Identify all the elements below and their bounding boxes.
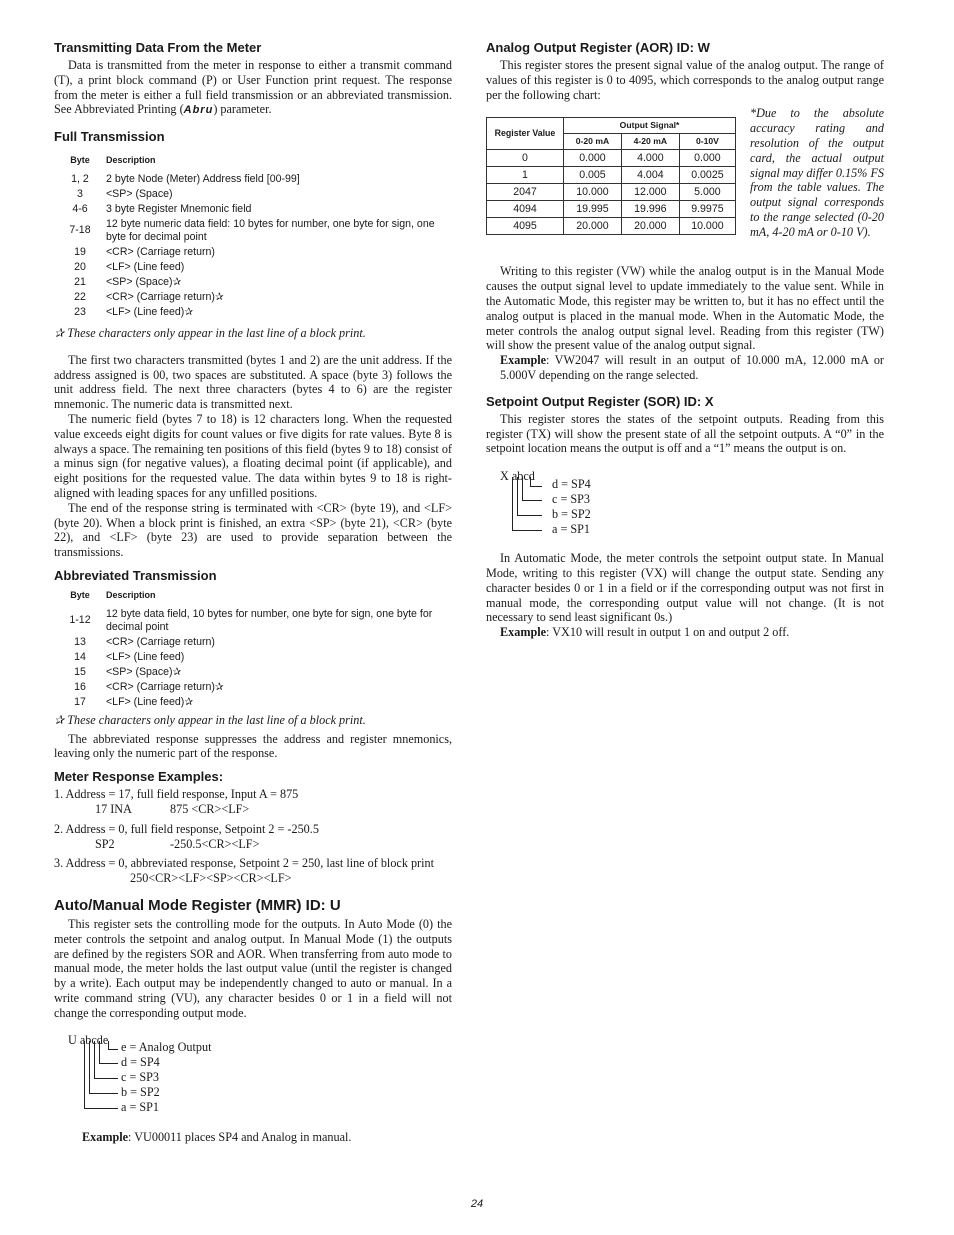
x-register-head: X abcd [500,469,535,484]
section-title-transmitting: Transmitting Data From the Meter [54,40,262,55]
description-cell: <SP> (Space) [106,187,173,200]
example-2-value: -250.5<CR><LF> [170,836,260,851]
sor-paragraph-2: In Automatic Mode, the meter controls the setpoint output state. In Manual Mode, writing to this register (VX) will change the output state. Sending any character besides 0 or 1 in a field or if the corresponding output was not first in manual mode, the corresponding output value will not change. (It is not necessary to send least significant 0s.) [486,551,884,625]
table-row [58,305,452,320]
col-header-output-signal: Output Signal* [564,118,736,134]
description-cell: <CR> (Carriage return)✰ [106,290,224,303]
u-item-e: e = Analog Output [121,1040,212,1055]
u-item-a: a = SP1 [121,1100,160,1115]
aor-table-block [486,108,884,260]
table-row [487,184,736,201]
description-cell: 12 byte numeric data field: 10 bytes for number, one byte for sign, one byte for decimal point [106,217,435,243]
example-1: 1. Address = 17, full field response, Input A = 875 [54,787,299,802]
table-cell: 0.000 [564,150,622,167]
section-title-aor: Analog Output Register (AOR) ID: W [486,40,710,55]
tree-line-c [522,477,523,500]
table-row [58,665,452,680]
tree-branch-d [99,1063,118,1064]
tree-line-d [99,1041,100,1063]
transmitting-paragraph [54,58,452,118]
aor-table-note: *Due to the absolute accuracy rating and resolution of the output card, the actual output signal may differ 0.15% FS from the table values. The output signal corresponds to the range selected (0-20 mA, 4-20 mA or 0-10 V). [750,106,884,239]
table-row [58,217,452,245]
byte-cell: 23 [74,305,86,318]
table-cell: 19.996 [621,201,679,218]
aor-example-label: Example [500,353,547,368]
table-row [58,650,452,665]
byte-cell: 3 [77,187,83,200]
page-number: 24 [470,1198,484,1210]
tree-branch-e [108,1049,118,1050]
description-cell: 12 byte data field, 10 bytes for number, one byte for sign, one byte for decimal point [106,607,433,633]
aor-example-text: : VW2047 will result in an output of 10.000 mA, 12.000 mA or 5.000V depending on the range selected. [500,353,884,382]
full-paragraph-2: The numeric field (bytes 7 to 18) is 12 characters long. When the requested value exceeds eight digits for count values or five digits for rate values. Byte 8 is always a space. The remaining ten positions of this field (bytes 9 to 18) consist of a minus sign (for negative values), a floating decimal point (if applicable), and eight positions for the requested value. The data within bytes 9 to 18 is right-aligned with leading spaces for any unfilled positions. [54,411,452,500]
tree-branch-b [89,1093,118,1094]
star-note-abbreviated: ✰ These characters only appear in the last line of a block print. [54,712,366,727]
u-register-diagram [54,1033,452,1125]
byte-cell: 19 [74,245,86,258]
tree-branch-d [530,486,542,487]
description-cell: <CR> (Carriage return) [106,635,215,648]
mmr-example-label: Example [82,1130,129,1145]
table-row [58,695,452,710]
abbreviated-transmission-table [58,586,452,710]
col-header-byte: Byte [70,589,90,600]
table-row [58,290,452,305]
section-title-sor: Setpoint Output Register (SOR) ID: X [486,393,714,409]
sor-example [486,625,884,640]
description-cell: <LF> (Line feed)✰ [106,695,194,708]
x-item-a: a = SP1 [552,522,591,537]
full-paragraph-3: The end of the response string is terminated with <CR> (byte 19), and <LF> (byte 20). When a block print is finished, an extra <SP> (byte 21), <CR> (byte 22), and <LF> (byte 23) are used to provide separation between the transmissions. [54,500,452,560]
example-3-value: 250<CR><LF><SP><CR><LF> [130,871,292,886]
example-2: 2. Address = 0, full field response, Setpoint 2 = -250.5 [54,821,319,836]
table-row [58,245,452,260]
tree-branch-a [512,530,542,531]
table-cell: 19.995 [564,201,622,218]
tree-line-b [89,1041,90,1093]
table-cell: 1 [487,167,564,184]
table-cell: 20.000 [621,218,679,235]
description-cell: <LF> (Line feed)✰ [106,305,194,318]
table-cell: 2047 [487,184,564,201]
byte-cell: 20 [74,260,86,273]
table-row [58,635,452,650]
table-cell: 4095 [487,218,564,235]
table-row [58,187,452,202]
section-title-full-transmission: Full Transmission [54,129,165,145]
byte-cell: 1, 2 [71,172,89,185]
col-header-description: Description [106,155,156,166]
star-note-full: ✰ These characters only appear in the last line of a block print. [54,325,366,340]
transmitting-text-end: ) parameter. [213,102,272,117]
description-cell: 2 byte Node (Meter) Address field [00-99] [106,172,300,185]
table-row [58,680,452,695]
example-1-value: 875 <CR><LF> [170,801,250,816]
mmr-paragraph: This register sets the controlling mode for the outputs. In Auto Mode (0) the meter controls the setpoint and analog output. In Manual Mode (1) the outputs are defined by the registers SOR and AOR. When transferring from auto mode to manual mode, the meter holds the last output value (until the register is changed by a write). Each output may be independently changed to auto or manual. In a write command string (VU), any character besides 0 or 1 in a field will not change the corresponding output mode. [54,916,452,1020]
byte-cell: 15 [74,665,86,678]
u-item-b: b = SP2 [121,1085,160,1100]
tree-branch-a [84,1108,118,1109]
table-row [487,201,736,218]
tree-branch-c [94,1078,118,1079]
col-header-byte: Byte [70,155,90,166]
table-row [58,275,452,290]
description-cell: <CR> (Carriage return)✰ [106,680,224,693]
tree-line-a [512,477,513,530]
description-cell: <LF> (Line feed) [106,260,185,273]
byte-cell: 16 [74,680,86,693]
byte-cell: 4-6 [72,202,88,215]
table-cell: 12.000 [621,184,679,201]
table-cell: 4.000 [621,150,679,167]
mmr-example [54,1130,452,1145]
x-item-d: d = SP4 [552,477,591,492]
sor-paragraph-1: This register stores the states of the setpoint outputs. Reading from this register (TX) will show the present state of all the setpoint outputs. A “0” in the setpoint location means the output is off and a “1” means the output is on. [486,411,884,456]
example-1-field: 17 INA [95,801,132,816]
x-item-b: b = SP2 [552,507,591,522]
meter-response-examples [54,787,452,886]
analog-output-table [486,117,736,235]
section-title-meter-response: Meter Response Examples: [54,769,224,785]
table-cell: 20.000 [564,218,622,235]
table-row [58,607,452,635]
table-cell: 0.005 [564,167,622,184]
byte-cell: 1-12 [69,614,91,627]
right-column [486,40,884,640]
col-header-4-20ma: 4-20 mA [621,134,679,150]
abbreviated-paragraph: The abbreviated response suppresses the address and register mnemonics, leaving only the numeric part of the response. [54,731,452,761]
table-cell: 10.000 [679,218,735,235]
full-transmission-table [58,151,452,320]
sor-example-text: : VX10 will result in output 1 on and output 2 off. [546,625,790,640]
table-cell: 9.9975 [679,201,735,218]
aor-example [486,353,884,383]
table-cell: 0.000 [679,150,735,167]
description-cell: <LF> (Line feed) [106,650,185,663]
tree-branch-c [522,500,542,501]
section-title-mmr: Auto/Manual Mode Register (MMR) ID: U [54,896,341,914]
full-paragraph-1: The first two characters transmitted (bytes 1 and 2) are the unit address. If the address assigned is 00, two spaces are substituted. A space (byte 3) follows the unit address field. The next three characters (bytes 4 to 6) are the register mnemonic. The numeric data is transmitted next. [54,352,452,412]
description-cell: <SP> (Space)✰ [106,275,182,288]
table-cell: 4094 [487,201,564,218]
description-cell: 3 byte Register Mnemonic field [106,202,252,215]
left-column [54,40,452,1145]
col-header-description: Description [106,589,156,600]
table-cell: 0.0025 [679,167,735,184]
mmr-example-text: : VU00011 places SP4 and Analog in manual. [128,1130,352,1145]
example-3: 3. Address = 0, abbreviated response, Setpoint 2 = 250, last line of block print [54,856,434,871]
byte-cell: 14 [74,650,86,663]
u-item-c: c = SP3 [121,1070,160,1085]
table-cell: 10.000 [564,184,622,201]
col-header-0-10v: 0-10V [679,134,735,150]
aor-paragraph-2: Writing to this register (VW) while the analog output is in the Manual Mode causes the output signal level to update immediately to the value sent. While in the Automatic Mode, this register may be written to, but it has no effect until the analog output is placed in the manual mode. When in the Automatic Mode, the meter controls the analog output signal level. Reading from this register (TW) will show the present value of the analog output signal. [486,264,884,353]
table-row [58,172,452,187]
tree-line-d [530,477,531,486]
tree-line-a [84,1041,85,1108]
table-row [487,218,736,235]
u-register-head: U abcde [68,1033,109,1048]
table-row [487,167,736,184]
table-cell: 0 [487,150,564,167]
col-header-register-value: Register Value [487,118,564,150]
byte-cell: 7-18 [69,224,91,237]
table-row [487,150,736,167]
table-cell: 5.000 [679,184,735,201]
byte-cell: 17 [74,695,86,708]
table-row [58,202,452,217]
description-cell: <CR> (Carriage return) [106,245,215,258]
col-header-0-20ma: 0-20 mA [564,134,622,150]
u-item-d: d = SP4 [121,1055,160,1070]
transmitting-text: Data is transmitted from the meter in response to either a transmit command (T), a print block command (P) or User Function print request. The response from the meter is either a full field transmission or an abbreviated transmission. See Abbreviated Printing ( [54,58,452,117]
byte-cell: 22 [74,290,86,303]
x-register-diagram [486,469,884,547]
table-cell: 4.004 [621,167,679,184]
section-title-abbreviated: Abbreviated Transmission [54,567,217,583]
byte-cell: 21 [74,275,86,288]
tree-line-b [517,477,518,515]
tree-line-e [108,1041,109,1049]
x-item-c: c = SP3 [552,492,591,507]
table-row [58,260,452,275]
tree-line-c [94,1041,95,1078]
aor-paragraph-1: This register stores the present signal value of the analog output. The range of values of this register is 0 to 4095, which corresponds to the analog output range per the following chart: [486,58,884,102]
abbreviated-printing-glyph: Abru [183,104,214,117]
description-cell: <SP> (Space)✰ [106,665,182,678]
byte-cell: 13 [74,635,86,648]
sor-example-label: Example [500,625,547,640]
example-2-field: SP2 [95,836,115,851]
tree-branch-b [517,515,542,516]
